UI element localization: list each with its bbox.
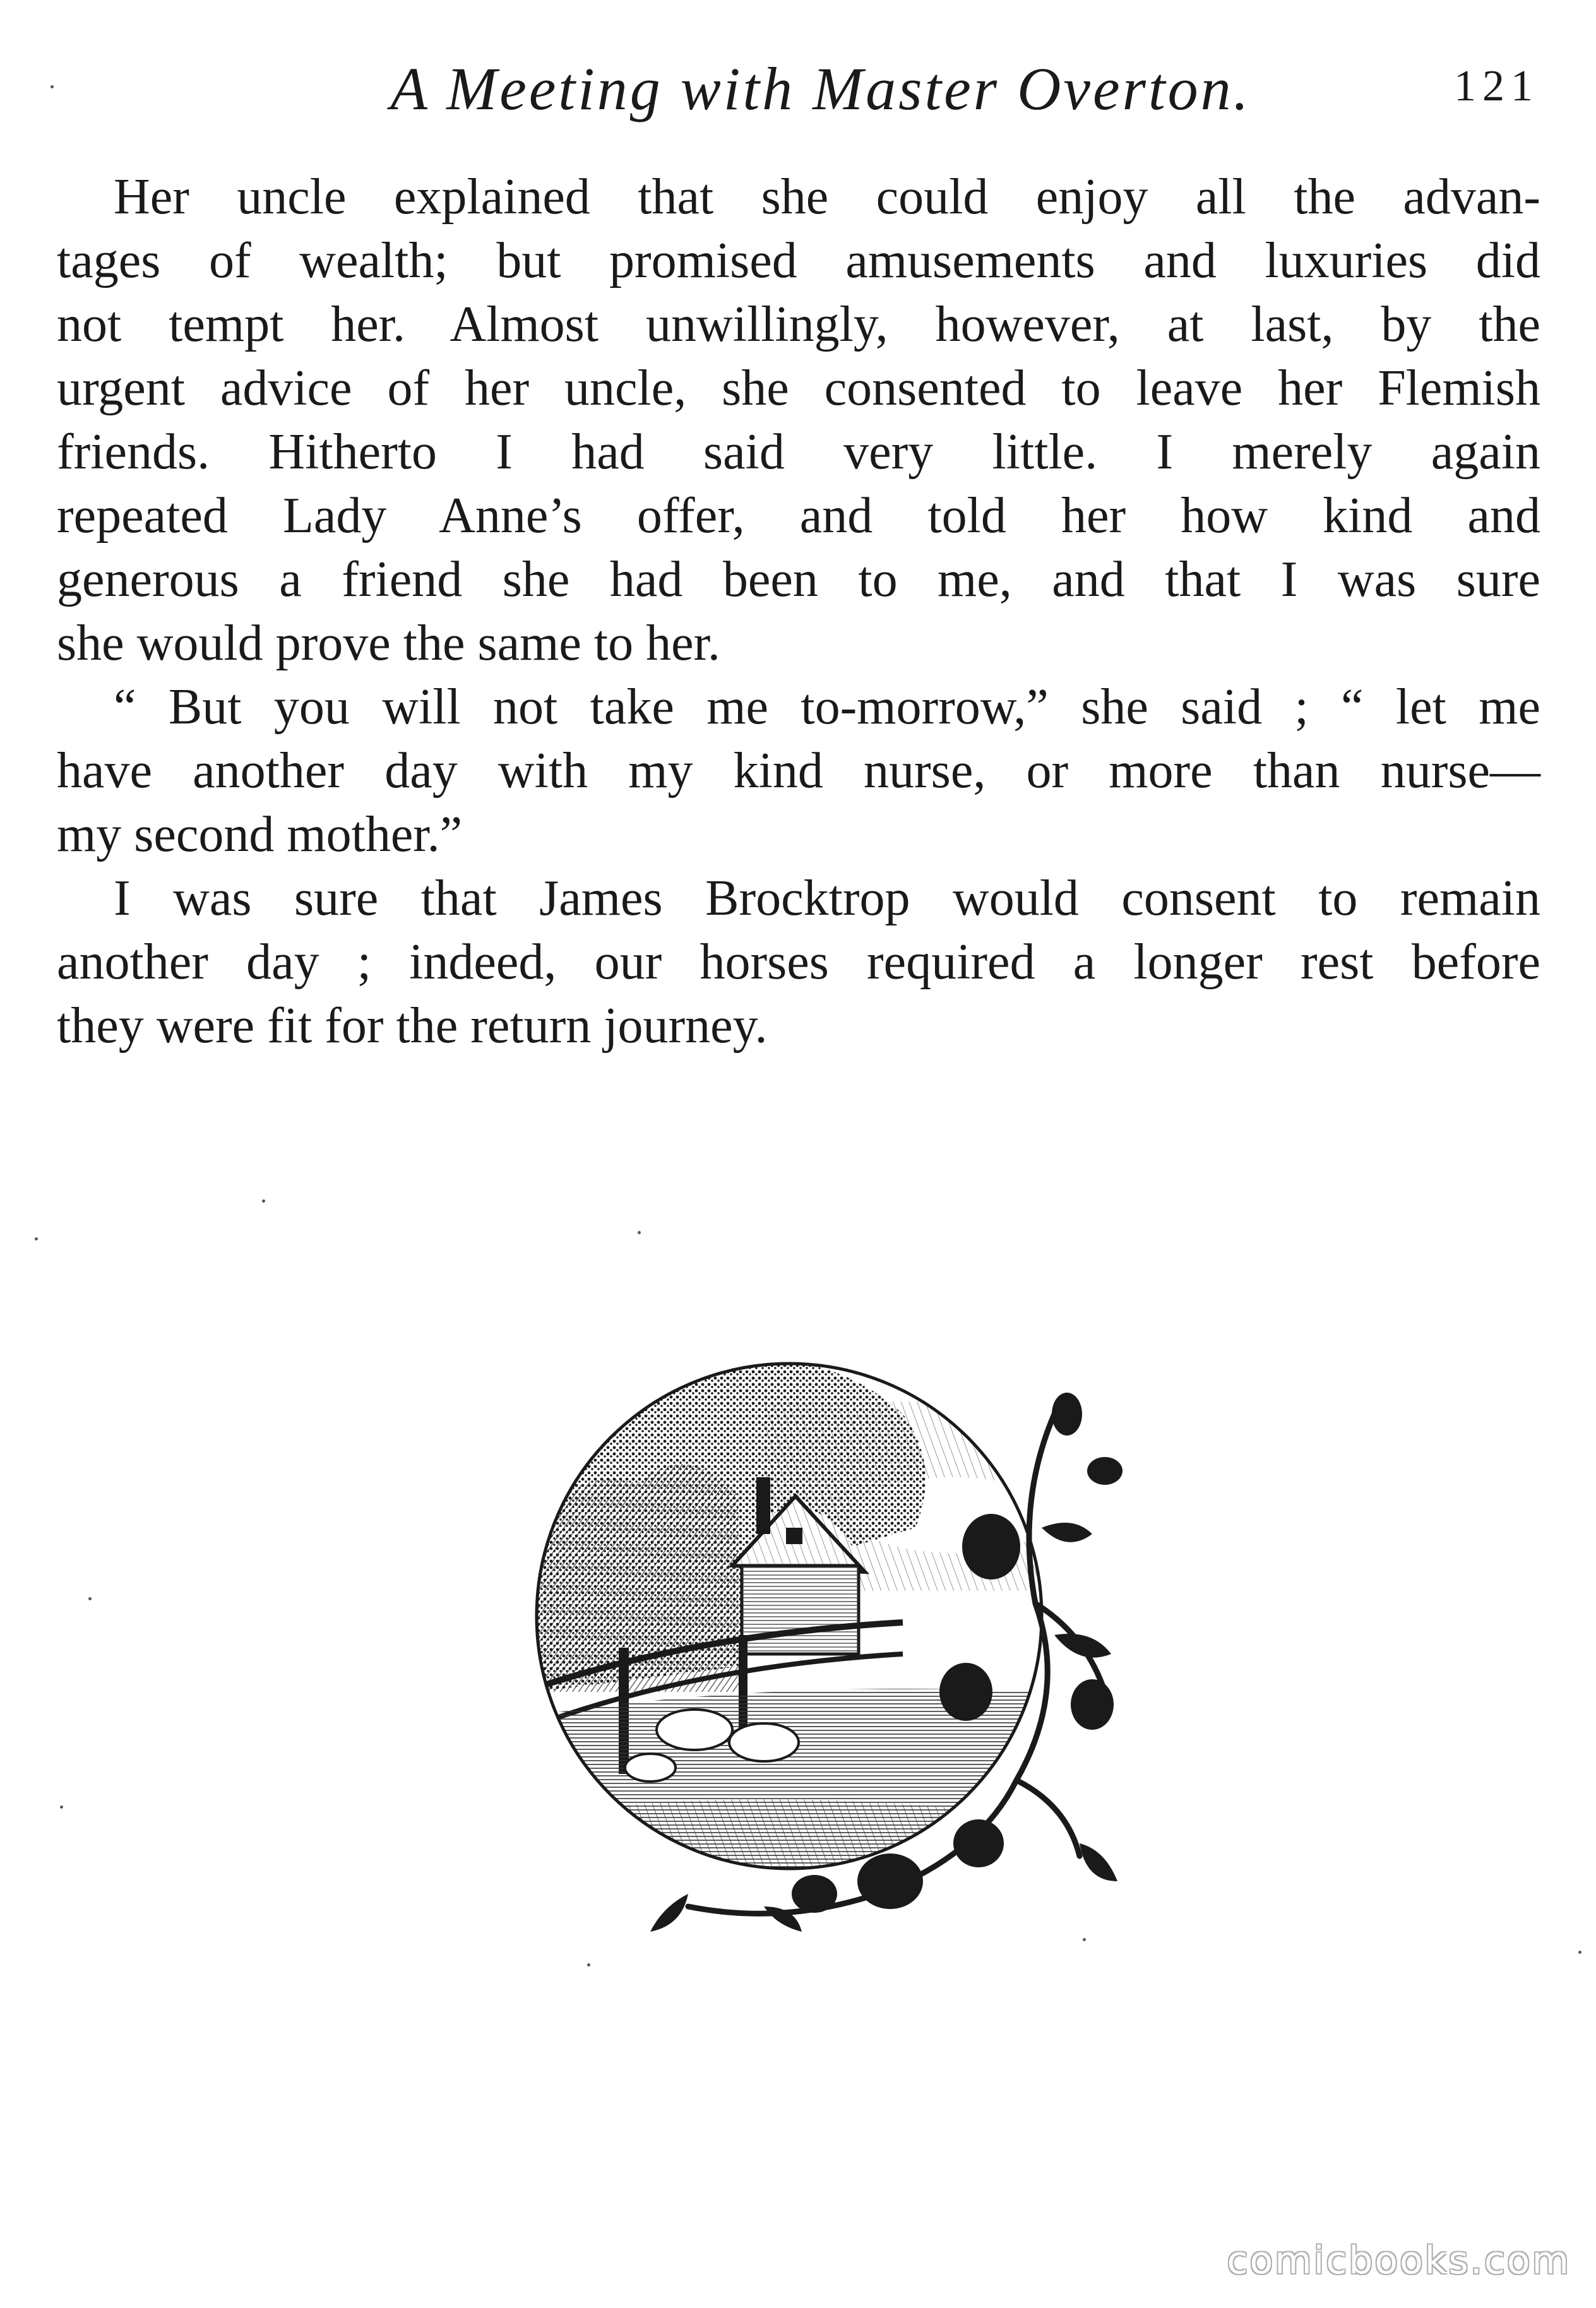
text-line: urgent advice of her uncle, she consented to leave her Flemish	[57, 360, 1540, 416]
paragraph	[57, 165, 1540, 675]
scan-speck	[1083, 1938, 1086, 1941]
scan-speck	[51, 85, 54, 88]
text-line: another day ; indeed, our horses required a longer rest before	[57, 934, 1540, 990]
paragraph	[57, 867, 1540, 1058]
text-line: my second mother.”	[57, 807, 463, 862]
scan-speck	[35, 1237, 38, 1240]
watermark: comicbooks.com	[1227, 2239, 1571, 2283]
text-line: repeated Lady Anne’s offer, and told her how kind and	[57, 488, 1540, 544]
cottage-vignette-icon	[499, 1338, 1143, 1944]
text-line: friends. Hitherto I had said very little. I merely again	[57, 424, 1540, 480]
text-line: generous a friend she had been to me, and that I was sure	[57, 552, 1540, 607]
scan-speck	[262, 1199, 265, 1203]
body-text	[57, 165, 1540, 1058]
text-line: I was sure that James Brocktrop would consent to remain	[114, 871, 1540, 926]
text-line: tages of wealth; but promised amusements and luxuries did	[57, 233, 1540, 288]
paragraph	[57, 675, 1540, 867]
text-line: not tempt her. Almost unwillingly, however, at last, by the	[57, 297, 1540, 352]
scan-speck	[88, 1597, 92, 1600]
running-head	[57, 54, 1539, 129]
scan-speck	[60, 1805, 63, 1809]
running-title: A Meeting with Master Overton.	[390, 55, 1251, 122]
scan-speck	[587, 1963, 590, 1966]
scan-speck	[1578, 1951, 1581, 1954]
text-line: she would prove the same to her.	[57, 616, 720, 671]
text-line: have another day with my kind nurse, or more than nurse—	[57, 743, 1540, 799]
text-line: “ But you will not take me to-morrow,” she said ; “ let me	[114, 679, 1540, 735]
scan-speck	[638, 1231, 641, 1234]
text-line: they were fit for the return journey.	[57, 998, 768, 1054]
text-line: Her uncle explained that she could enjoy all the advan-	[114, 169, 1540, 225]
page-number: 121	[1454, 62, 1539, 110]
